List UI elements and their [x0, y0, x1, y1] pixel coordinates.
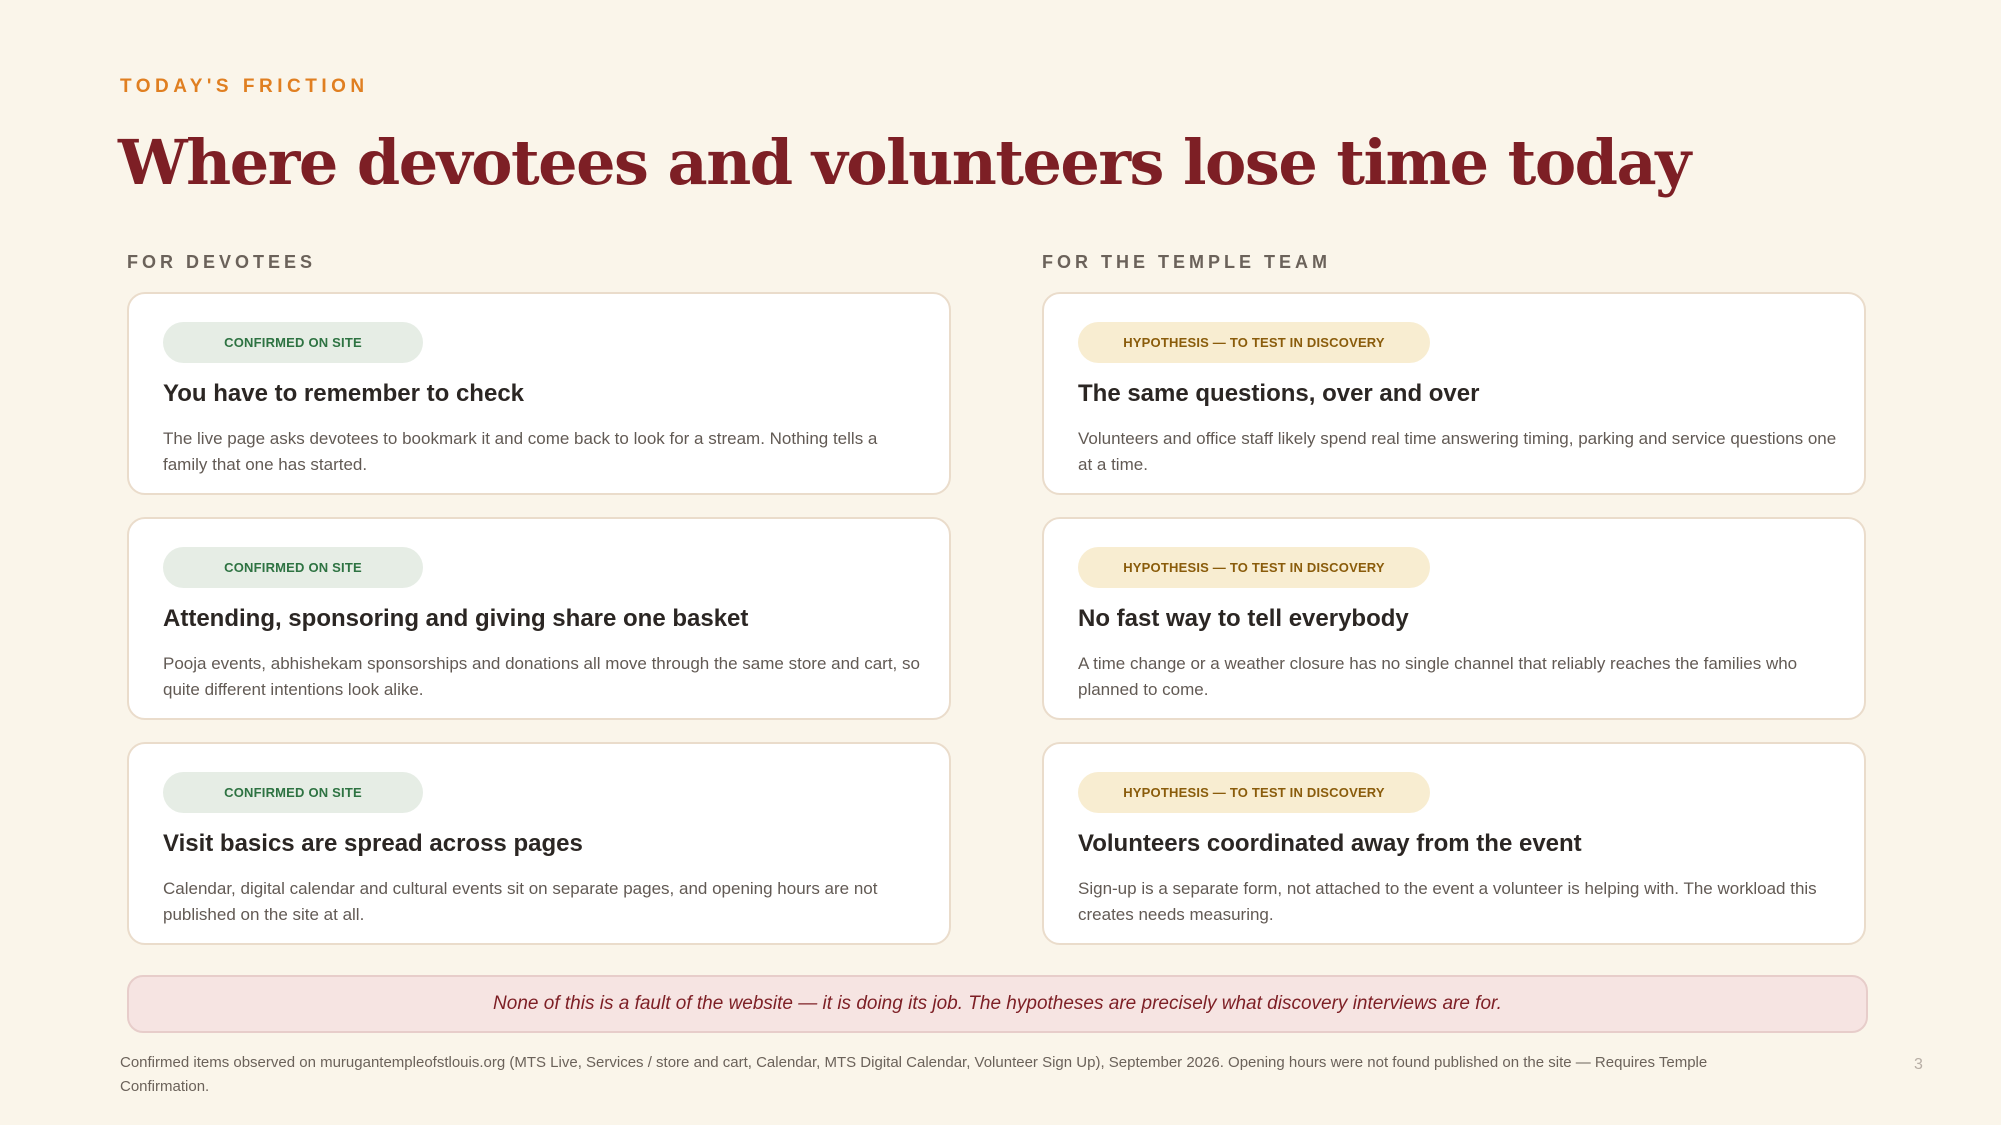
eyebrow-label: TODAY'S FRICTION	[120, 76, 369, 97]
confirmed-badge: CONFIRMED ON SITE	[163, 772, 423, 813]
friction-card	[127, 742, 951, 945]
callout-note: None of this is a fault of the website — it is doing its job. The hypotheses are precisely what discovery interviews are for.	[127, 975, 1868, 1033]
card-title: Visit basics are spread across pages	[163, 830, 583, 857]
card-title: The same questions, over and over	[1078, 380, 1480, 407]
friction-card	[1042, 742, 1866, 945]
friction-card	[1042, 517, 1866, 720]
friction-card	[1042, 292, 1866, 495]
card-body: The live page asks devotees to bookmark it and come back to look for a stream. Nothing tells a family that one has started.	[163, 429, 878, 474]
hypothesis-badge: HYPOTHESIS — TO TEST IN DISCOVERY	[1078, 322, 1430, 363]
page-title: Where devotees and volunteers lose time today	[118, 126, 1690, 199]
team-column-label: FOR THE TEMPLE TEAM	[1042, 252, 1331, 272]
card-title: You have to remember to check	[163, 380, 525, 407]
hypothesis-badge: HYPOTHESIS — TO TEST IN DISCOVERY	[1078, 547, 1430, 588]
card-body: Volunteers and office staff likely spend real time answering timing, parking and service questions one at a time.	[1078, 429, 1837, 474]
confirmed-badge: CONFIRMED ON SITE	[163, 547, 423, 588]
page-number: 3	[1914, 1056, 1923, 1073]
devotees-column-label: FOR DEVOTEES	[127, 252, 317, 272]
friction-card	[127, 517, 951, 720]
card-body: A time change or a weather closure has no single channel that reliably reaches the families who planned to come.	[1078, 654, 1798, 699]
card-title: Attending, sponsoring and giving share one basket	[163, 605, 749, 632]
confirmed-badge: CONFIRMED ON SITE	[163, 322, 423, 363]
card-body: Calendar, digital calendar and cultural events sit on separate pages, and opening hours are not published on the site at all.	[163, 879, 878, 924]
hypothesis-badge: HYPOTHESIS — TO TEST IN DISCOVERY	[1078, 772, 1430, 813]
card-body: Pooja events, abhishekam sponsorships and donations all move through the same store and cart, so quite different intentions look alike.	[163, 654, 920, 699]
source-footnote: Confirmed items observed on murugantempleofstlouis.org (MTS Live, Services / store and cart, Calendar, MTS Digital Calendar, Volunteer Sign Up), September 2026. Opening hours were not found published on the site — Requires Temple Confirmation.	[120, 1054, 1708, 1095]
card-title: No fast way to tell everybody	[1078, 605, 1409, 632]
friction-card	[127, 292, 951, 495]
card-title: Volunteers coordinated away from the event	[1078, 830, 1582, 857]
card-body: Sign-up is a separate form, not attached to the event a volunteer is helping with. The workload this creates needs measuring.	[1078, 879, 1817, 924]
